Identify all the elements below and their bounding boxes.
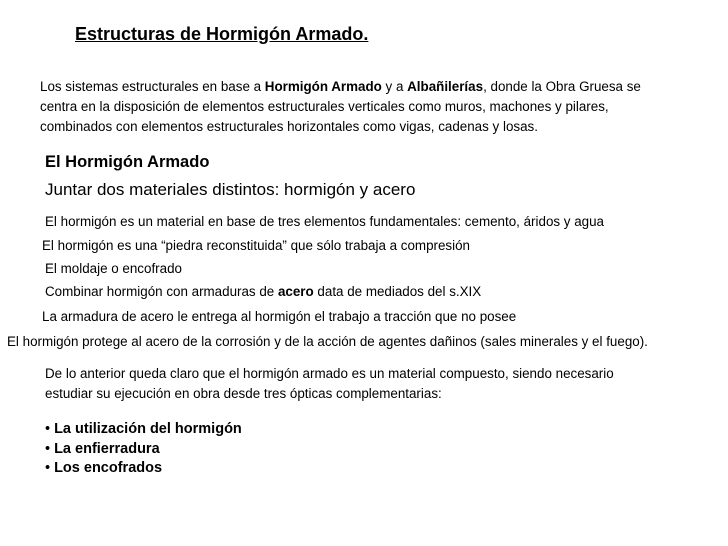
intro-paragraph: [40, 77, 680, 137]
text-line-2: El hormigón es una “piedra reconstituida” que sólo trabaja a compresión: [42, 238, 470, 253]
section-subheading: Juntar dos materiales distintos: hormigón y acero: [45, 180, 416, 199]
intro-bold-hormigon: Hormigón Armado: [264, 79, 382, 94]
text-line-4: [45, 284, 481, 299]
text-line-1: El hormigón es un material en base de tres elementos fundamentales: cemento, áridos y agua: [45, 214, 605, 229]
section-heading: El Hormigón Armado: [45, 153, 210, 171]
bullet-item: • La utilización del hormigón: [45, 420, 242, 440]
intro-text-3: , donde la Obra Gruesa se centra en la disposición de elementos estructurales verticales como muros, machones y pilares, combinados con elementos estructurales horizontales como vigas, cadenas y losas.: [40, 79, 641, 134]
page-title: Estructuras de Hormigón Armado.: [75, 24, 369, 44]
bullet-item: • Los encofrados: [45, 459, 242, 479]
text-line-4-pre: Combinar hormigón con armaduras de: [45, 284, 278, 299]
intro-text-2: y a: [381, 79, 408, 94]
intro-text-1: Los sistemas estructurales en base a: [40, 79, 265, 94]
bullet-item: • La enfierradura: [45, 440, 242, 460]
bullet-list: [45, 420, 242, 479]
text-line-4-post: data de mediados del s.XIX: [313, 284, 482, 299]
text-line-5: La armadura de acero le entrega al hormigón el trabajo a tracción que no posee: [42, 309, 517, 324]
text-line-6: El hormigón protege al acero de la corrosión y de la acción de agentes dañinos (sales minerales y el fuego).: [7, 334, 648, 349]
conclusion-paragraph: De lo anterior queda claro que el hormigón armado es un material compuesto, siendo necesario estudiar su ejecución en obra desde tres ópticas complementarias:: [45, 366, 614, 401]
text-line-3: El moldaje o encofrado: [45, 261, 182, 276]
text-line-4-bold: acero: [277, 284, 314, 299]
intro-bold-albanilerias: Albañilerías: [407, 79, 484, 94]
